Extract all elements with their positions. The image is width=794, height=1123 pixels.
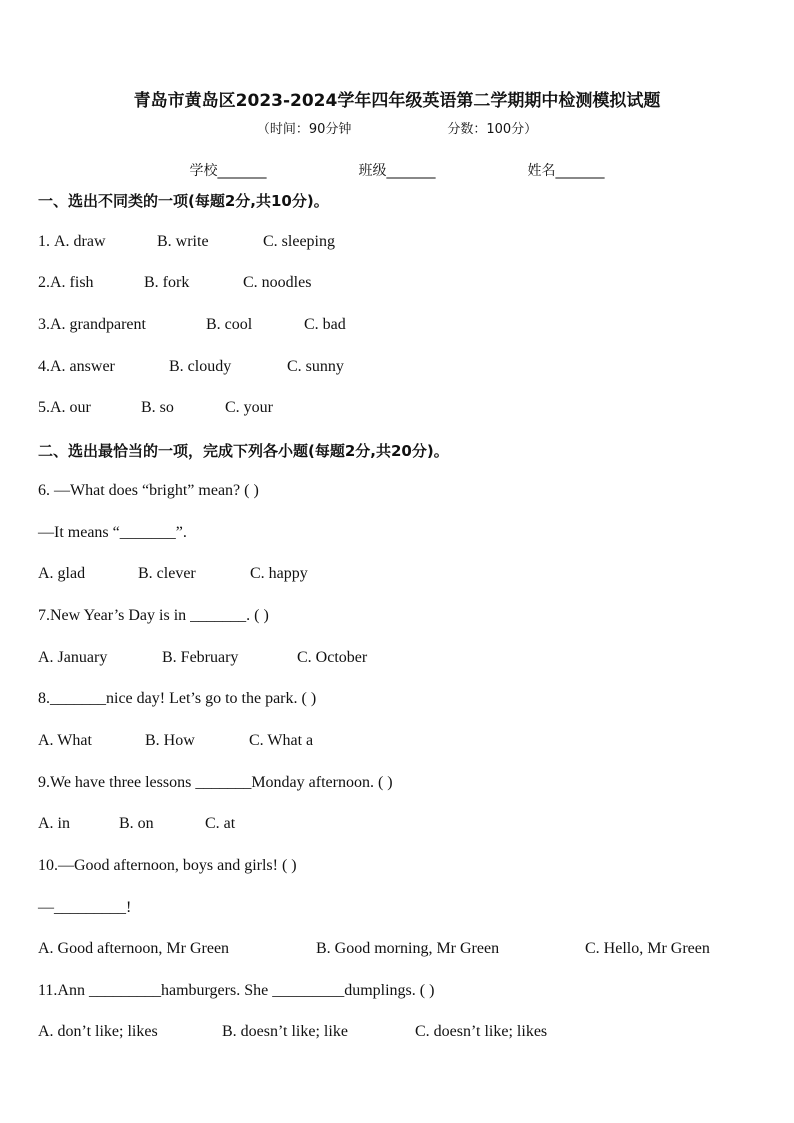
score-info: 分数：100分） (447, 122, 538, 137)
option-b: B. Good morning, Mr Green (316, 940, 500, 957)
question-1 (38, 233, 335, 251)
option-c: C. What a (249, 732, 314, 749)
question-6-stem: 6. —What does “bright” mean? ( ) (38, 482, 259, 499)
school-field: 学校_______ (189, 163, 267, 179)
option-b: B. cool (206, 316, 253, 333)
question-11-stem: 11.Ann _________hamburgers. She _________dumplings. ( ) (38, 982, 435, 999)
question-3 (38, 316, 346, 334)
option-a: A. What (38, 732, 92, 749)
option-b: B. on (119, 815, 154, 832)
name-field: 姓名_______ (527, 163, 605, 179)
question-number: 3. (38, 316, 50, 333)
question-9-stem: 9.We have three lessons _______Monday afternoon. ( ) (38, 774, 393, 791)
option-a: A. glad (38, 565, 86, 582)
question-10-options (38, 940, 710, 958)
question-6-stem-2: —It means “_______”. (38, 524, 187, 541)
exam-info (0, 118, 794, 137)
question-11-options (38, 1023, 547, 1041)
option-a: A. our (50, 399, 91, 416)
option-a: A. in (38, 815, 70, 832)
question-10-stem-2: —_________! (38, 899, 132, 916)
question-6-options (38, 565, 308, 583)
question-number: 1. (38, 233, 54, 250)
student-fields (0, 160, 794, 180)
question-8-options (38, 732, 313, 750)
exam-title: 青岛市黄岛区2023-2024学年四年级英语第二学期期中检测模拟试题 (133, 91, 661, 111)
option-c: C. Hello, Mr Green (585, 940, 710, 957)
section-2-heading: 二、选出最恰当的一项，完成下列各小题(每题2分,共20分)。 (38, 442, 449, 460)
question-7-options (38, 649, 367, 667)
option-c: C. doesn’t like; likes (415, 1023, 548, 1040)
option-a: A. draw (54, 233, 106, 250)
question-2 (38, 274, 311, 292)
option-b: B. How (145, 732, 195, 749)
option-a: A. don’t like; likes (38, 1023, 158, 1040)
time-info: （时间：90分钟 (256, 122, 352, 137)
option-a: A. grandparent (50, 316, 146, 333)
option-c: C. sleeping (263, 233, 335, 250)
question-number: 4. (38, 358, 50, 375)
question-number: 5. (38, 399, 50, 416)
option-b: B. so (141, 399, 174, 416)
option-b: B. clever (138, 565, 196, 582)
option-b: B. write (157, 233, 209, 250)
option-c: C. at (205, 815, 236, 832)
section-1-heading: 一、选出不同类的一项(每题2分,共10分)。 (38, 192, 329, 210)
option-a: A. January (38, 649, 108, 666)
option-c: C. happy (250, 565, 308, 582)
option-c: C. bad (304, 316, 346, 333)
option-a: A. answer (50, 358, 115, 375)
option-b: B. cloudy (169, 358, 232, 375)
option-a: A. Good afternoon, Mr Green (38, 940, 230, 957)
question-4 (38, 358, 344, 376)
option-c: C. sunny (287, 358, 344, 375)
question-10-stem: 10.—Good afternoon, boys and girls! ( ) (38, 857, 297, 874)
question-9-options (38, 815, 235, 833)
option-b: B. February (162, 649, 239, 666)
option-b: B. fork (144, 274, 190, 291)
option-b: B. doesn’t like; like (222, 1023, 348, 1040)
option-c: C. your (225, 399, 273, 416)
option-a: A. fish (50, 274, 94, 291)
option-c: C. October (297, 649, 368, 666)
question-8-stem: 8._______nice day! Let’s go to the park. ( ) (38, 690, 317, 707)
question-7-stem: 7.New Year’s Day is in _______. ( ) (38, 607, 269, 624)
class-field: 班级_______ (358, 163, 436, 179)
question-5 (38, 399, 273, 417)
question-number: 2. (38, 274, 50, 291)
option-c: C. noodles (243, 274, 312, 291)
